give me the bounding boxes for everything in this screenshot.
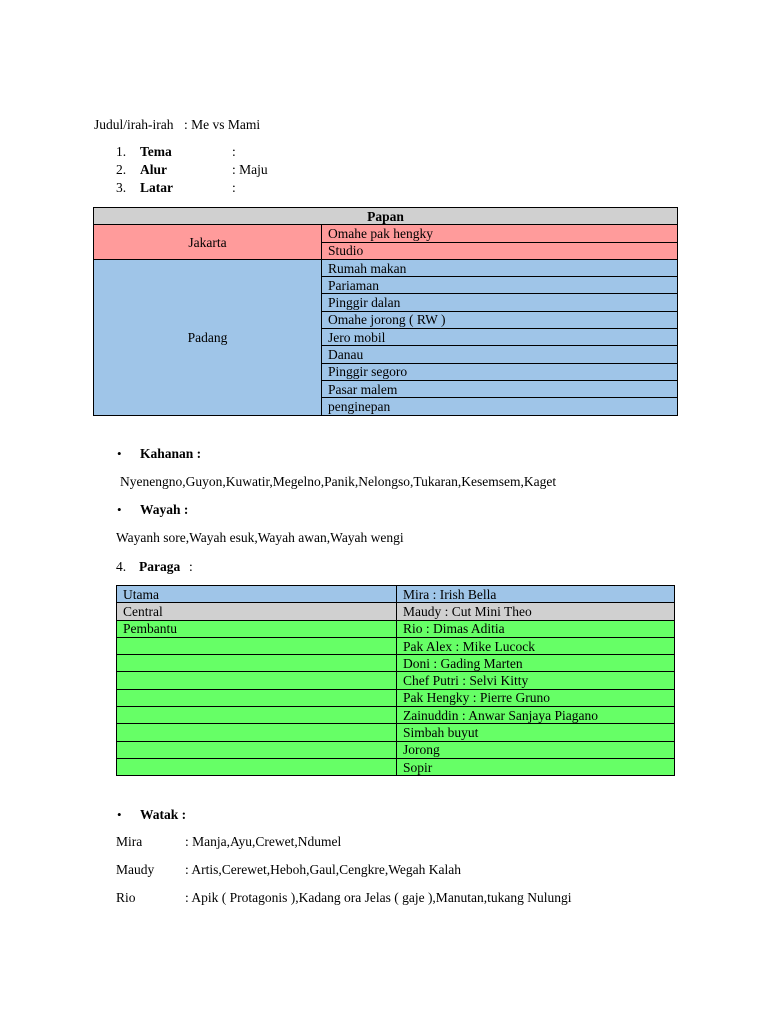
place-cell: Pinggir segoro <box>322 363 678 380</box>
watak-name: Maudy <box>116 862 155 877</box>
place-cell: Rumah makan <box>322 259 678 276</box>
title-value: : Me vs Mami <box>184 117 261 132</box>
cast-cell: Maudy : Cut Mini Theo <box>397 603 675 620</box>
cast-cell: Zainuddin : Anwar Sanjaya Piagano <box>397 707 675 724</box>
list-number: 1. <box>116 144 127 159</box>
watak-name: Mira <box>116 834 143 849</box>
watak-desc: : Artis,Cerewet,Heboh,Gaul,Cengkre,Wegah Kalah <box>185 862 461 877</box>
paraga-label: Paraga <box>139 559 181 574</box>
place-cell: Omahe jorong ( RW ) <box>322 311 678 328</box>
role-cell: Central <box>117 603 397 620</box>
wayah-text: Wayanh sore,Wayah esuk,Wayah awan,Wayah wengi <box>116 530 404 545</box>
place-cell: penginepan <box>322 398 678 415</box>
role-cell <box>117 724 397 741</box>
paraga-colon: : <box>189 559 193 574</box>
wayah-label: Wayah : <box>140 502 189 517</box>
place-cell: Omahe pak hengky <box>322 225 678 242</box>
list-number: 4. <box>116 559 127 574</box>
bullet-icon: • <box>117 502 122 517</box>
list-number: 3. <box>116 180 127 195</box>
role-cell: Pembantu <box>117 620 397 637</box>
list-number: 2. <box>116 162 127 177</box>
alur-label: Alur <box>140 162 167 177</box>
papan-header: Papan <box>94 208 678 225</box>
cast-cell: Pak Hengky : Pierre Gruno <box>397 689 675 706</box>
place-cell: Danau <box>322 346 678 363</box>
watak-label: Watak : <box>140 807 187 822</box>
cast-cell: Chef Putri : Selvi Kitty <box>397 672 675 689</box>
latar-label: Latar <box>140 180 173 195</box>
tema-label: Tema <box>140 144 172 159</box>
role-cell <box>117 672 397 689</box>
cast-cell: Doni : Gading Marten <box>397 655 675 672</box>
cast-cell: Jorong <box>397 741 675 758</box>
title-label: Judul/irah-irah <box>94 117 174 132</box>
city-jakarta: Jakarta <box>94 225 322 260</box>
bullet-icon: • <box>117 446 122 461</box>
place-cell: Pasar malem <box>322 380 678 397</box>
watak-name: Rio <box>116 890 136 905</box>
cast-cell: Rio : Dimas Aditia <box>397 620 675 637</box>
watak-desc: : Apik ( Protagonis ),Kadang ora Jelas ( gaje ),Manutan,tukang Nulungi <box>185 890 572 905</box>
watak-desc: : Manja,Ayu,Crewet,Ndumel <box>185 834 342 849</box>
place-cell: Pariaman <box>322 277 678 294</box>
kahanan-text: Nyenengno,Guyon,Kuwatir,Megelno,Panik,Nelongso,Tukaran,Kesemsem,Kaget <box>120 474 557 489</box>
cast-cell: Simbah buyut <box>397 724 675 741</box>
alur-value: : Maju <box>232 162 268 177</box>
city-padang: Padang <box>94 259 322 415</box>
cast-cell: Pak Alex : Mike Lucock <box>397 637 675 654</box>
kahanan-label: Kahanan : <box>140 446 202 461</box>
role-cell <box>117 741 397 758</box>
place-cell: Studio <box>322 242 678 259</box>
role-cell <box>117 655 397 672</box>
bullet-icon: • <box>117 807 122 822</box>
cast-cell: Mira : Irish Bella <box>397 586 675 603</box>
role-cell <box>117 707 397 724</box>
role-cell <box>117 689 397 706</box>
place-cell: Jero mobil <box>322 329 678 346</box>
papan-table <box>93 207 678 416</box>
role-cell <box>117 637 397 654</box>
latar-value: : <box>232 180 236 195</box>
role-cell: Utama <box>117 586 397 603</box>
role-cell <box>117 758 397 775</box>
tema-value: : <box>232 144 236 159</box>
paraga-table <box>116 585 675 776</box>
place-cell: Pinggir dalan <box>322 294 678 311</box>
cast-cell: Sopir <box>397 758 675 775</box>
